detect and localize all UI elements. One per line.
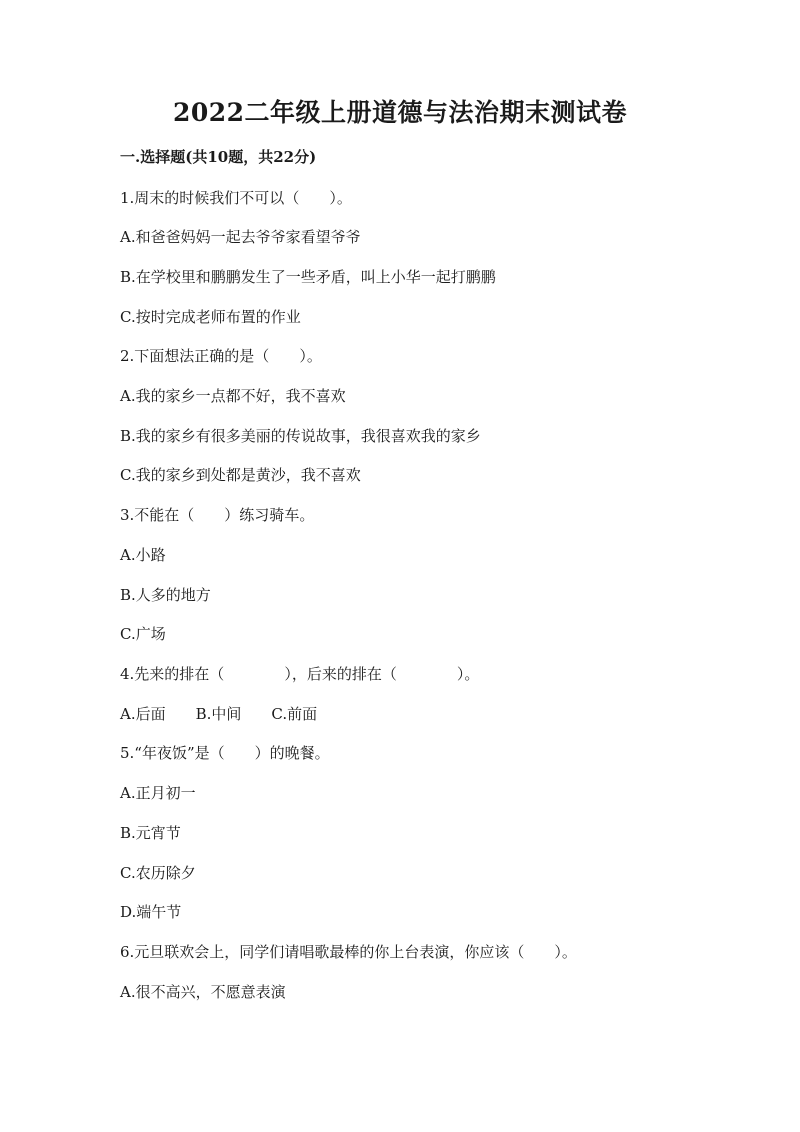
question-1: 1.周末的时候我们不可以（ ）。 xyxy=(120,189,352,207)
question-6: 6.元旦联欢会上，同学们请唱歌最棒的你上台表演，你应该（ ）。 xyxy=(120,943,577,961)
question-2-option-a: A.我的家乡一点都不好，我不喜欢 xyxy=(120,387,346,405)
question-1-option-c: C.按时完成老师布置的作业 xyxy=(120,308,301,326)
question-3-option-b: B.人多的地方 xyxy=(120,586,211,604)
question-2-option-c: C.我的家乡到处都是黄沙，我不喜欢 xyxy=(120,466,361,484)
page-title: 2022二年级上册道德与法治期末测试卷 xyxy=(172,98,628,127)
question-1-option-b: B.在学校里和鹏鹏发生了一些矛盾，叫上小华一起打鹏鹏 xyxy=(120,268,496,286)
question-2: 2.下面想法正确的是（ ）。 xyxy=(120,347,322,365)
question-6-option-a: A.很不高兴，不愿意表演 xyxy=(120,983,286,1001)
question-4-options: A.后面 B.中间 C.前面 xyxy=(120,705,318,723)
question-3: 3.不能在（ ）练习骑车。 xyxy=(120,506,315,524)
question-4: 4.先来的排在（ ），后来的排在（ ）。 xyxy=(120,665,480,683)
question-5: 5.“年夜饭”是（ ）的晚餐。 xyxy=(120,744,330,762)
question-1-option-a: A.和爸爸妈妈一起去爷爷家看望爷爷 xyxy=(120,228,361,246)
question-5-option-a: A.正月初一 xyxy=(120,784,196,802)
question-3-option-c: C.广场 xyxy=(120,625,166,643)
question-5-option-b: B.元宵节 xyxy=(120,824,181,842)
question-5-option-c: C.农历除夕 xyxy=(120,864,196,882)
section-heading: 一.选择题(共10题，共22分) xyxy=(120,148,317,166)
question-2-option-b: B.我的家乡有很多美丽的传说故事，我很喜欢我的家乡 xyxy=(120,427,481,445)
question-3-option-a: A.小路 xyxy=(120,546,166,564)
question-5-option-d: D.端午节 xyxy=(120,903,182,921)
